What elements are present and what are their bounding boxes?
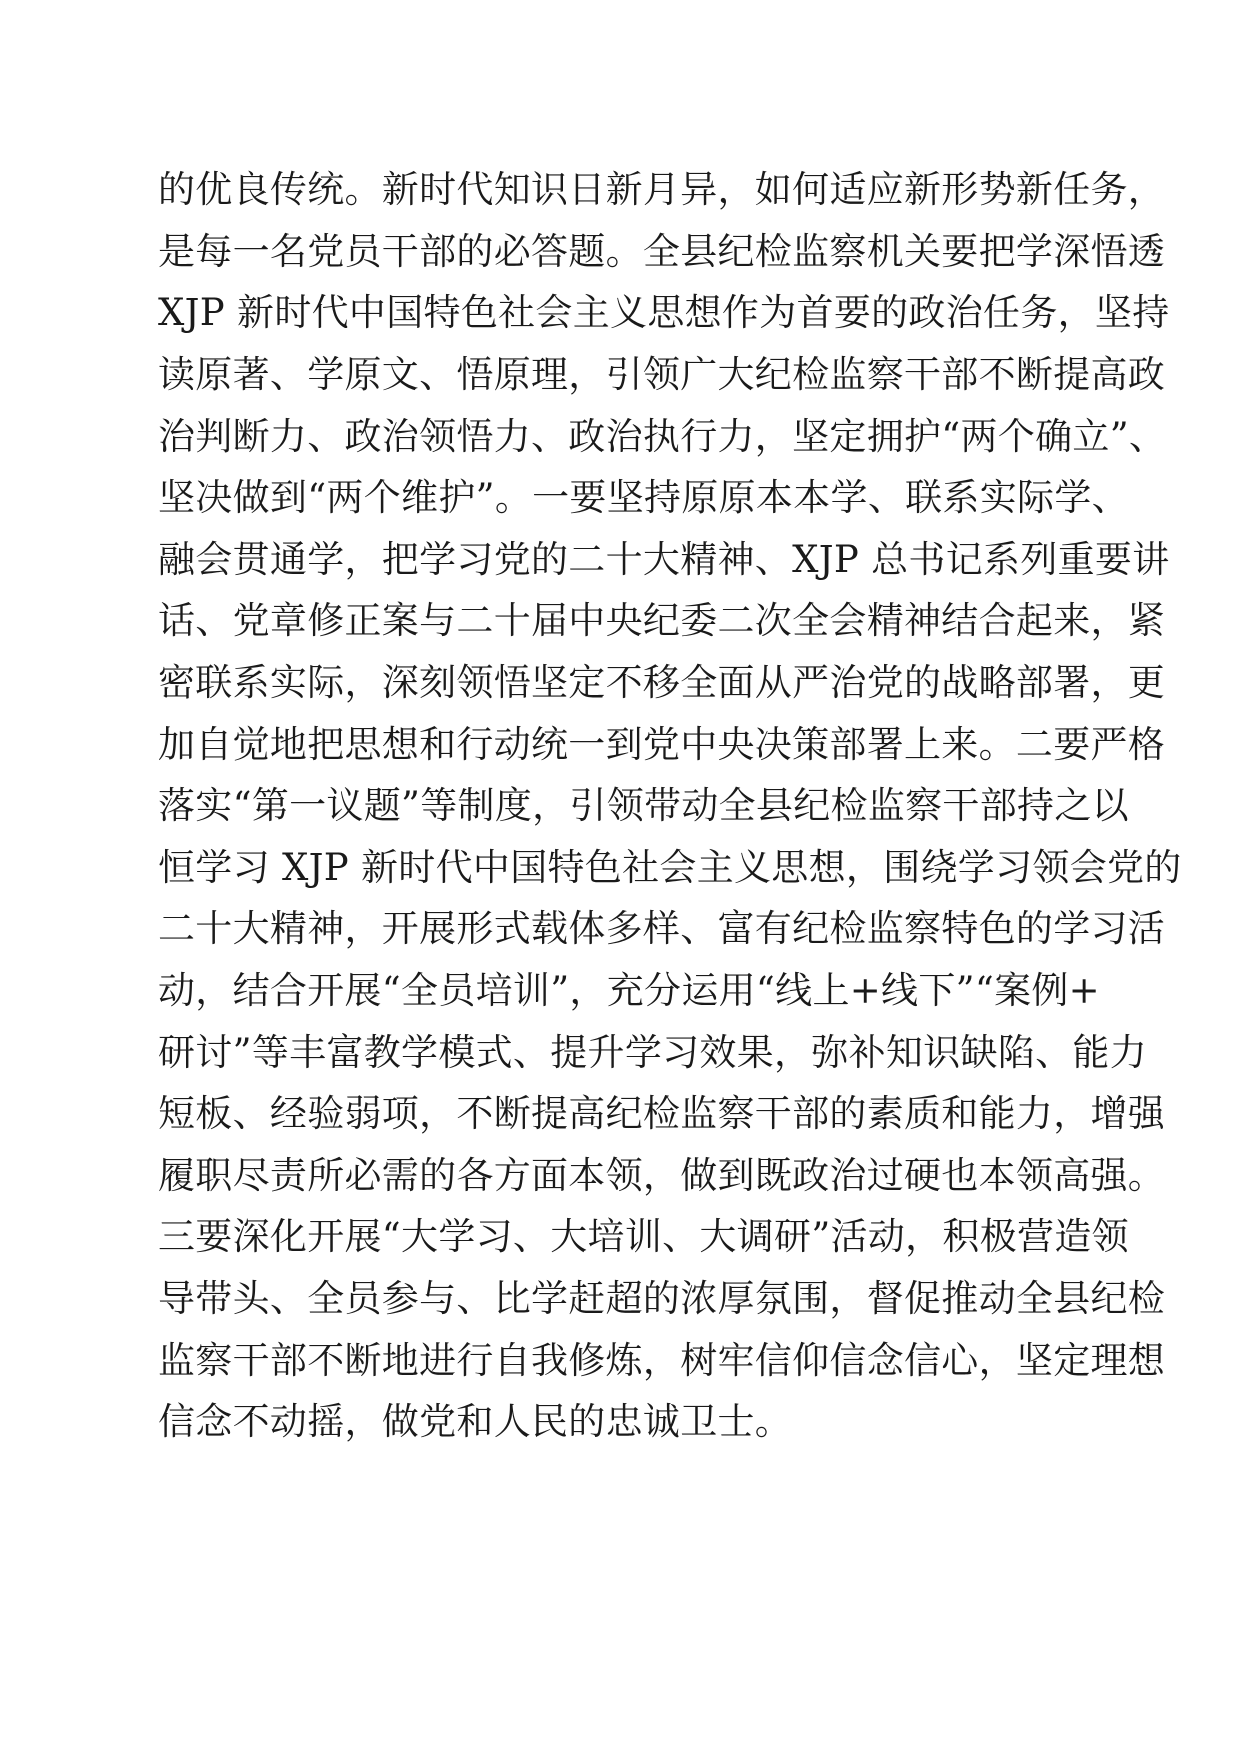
text-line: 落实“第一议题”等制度，引领带动全县纪检监察干部持之以 [158,784,1129,827]
text-line: 短板、经验弱项，不断提高纪检监察干部的素质和能力，增强 [158,1092,1166,1135]
text-line: 坚决做到“两个维护”。一要坚持原原本本学、联系实际学、 [158,476,1129,519]
text-line: 加自觉地把思想和行动统一到党中央决策部署上来。二要严格 [158,723,1166,766]
text-line: 二十大精神，开展形式载体多样、富有纪检监察特色的学习活 [158,907,1166,950]
text-line: 融会贯通学，把学习党的二十大精神、XJP 总书记系列重要讲 [158,538,1170,581]
text-line: 信念不动摇，做党和人民的忠诚卫士。 [158,1400,793,1443]
text-line: 密联系实际，深刻领悟坚定不移全面从严治党的战略部署，更 [158,661,1166,704]
text-line: 三要深化开展“大学习、大培训、大调研”活动，积极营造领 [158,1215,1129,1258]
text-line: 读原著、学原文、悟原理，引领广大纪检监察干部不断提高政 [158,353,1166,396]
text-line: 动，结合开展“全员培训”，充分运用“线上+线下”“案例+ [158,969,1100,1012]
text-line: 恒学习 XJP 新时代中国特色社会主义思想，围绕学习领会党的 [158,846,1182,889]
text-line: 的优良传统。新时代知识日新月异，如何适应新形势新任务， [158,168,1166,211]
text-line: 导带头、全员参与、比学赶超的浓厚氛围，督促推动全县纪检 [158,1277,1166,1320]
text-line: 治判断力、政治领悟力、政治执行力，坚定拥护“两个确立”、 [158,415,1167,458]
text-line: XJP 新时代中国特色社会主义思想作为首要的政治任务，坚持 [158,291,1170,334]
text-line: 话、党章修正案与二十届中央纪委二次全会精神结合起来，紧 [158,599,1166,642]
text-line: 研讨”等丰富教学模式、提升学习效果，弥补知识缺陷、能力 [158,1031,1148,1074]
text-line: 是每一名党员干部的必答题。全县纪检监察机关要把学深悟透 [158,230,1166,273]
text-line: 履职尽责所必需的各方面本领，做到既政治过硬也本领高强。 [158,1154,1166,1197]
text-line: 监察干部不断地进行自我修炼，树牢信仰信念信心，坚定理想 [158,1339,1166,1382]
